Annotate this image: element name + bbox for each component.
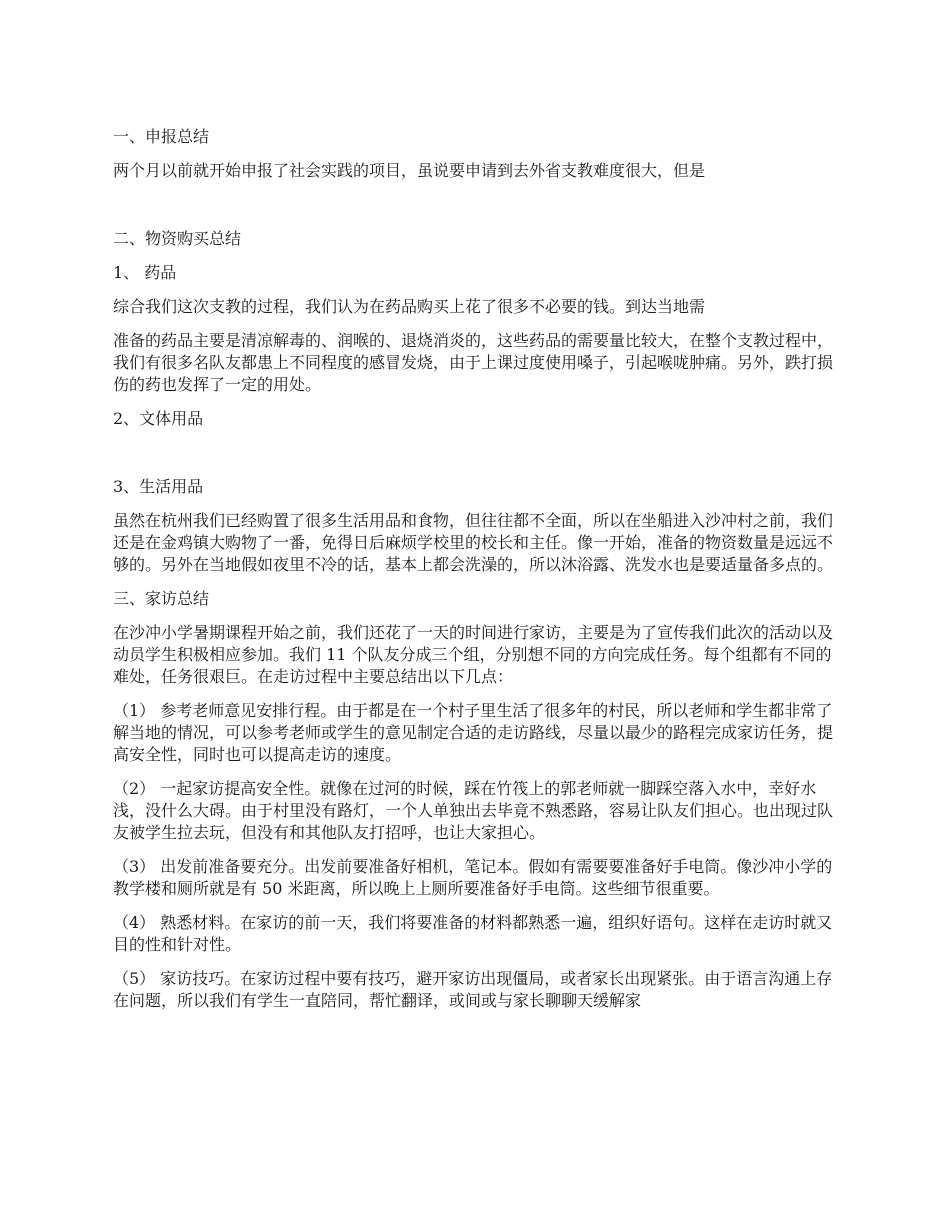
document-page xyxy=(113,126,840,1012)
paragraph-point-2: （2） 一起家访提高安全性。就像在过河的时候，踩在竹筏上的郭老师就一脚踩空落入水中，幸好水浅，没什么大碍。由于村里没有路灯，一个人单独出去毕竟不熟悉路，容易让队友们担心。也出现过队友被学生拉去玩，但没有和其他队友打招呼，也让大家担心。 xyxy=(113,779,834,842)
paragraph-point-5: （5） 家访技巧。在家访过程中要有技巧，避开家访出现僵局，或者家长出现紧张。由于语言沟通上存在问题，所以我们有学生一直陪同，帮忙翻译，或间或与家长聊聊天缓解家 xyxy=(113,969,833,1010)
heading-declaration-summary: 一、申报总结 xyxy=(113,127,210,146)
subheading-stationery: 2、文体用品 xyxy=(113,409,204,428)
subheading-medicine: 1、 药品 xyxy=(113,263,177,282)
paragraph-home-visit-intro: 在沙冲小学暑期课程开始之前，我们还花了一天的时间进行家访，主要是为了宣传我们此次的活动以及动员学生积极相应参加。我们 11 个队友分成三个组，分别想不同的方向完成任务。每个组都有不同的难处，任务很艰巨。在走访过程中主要总结出以下几点： xyxy=(113,623,834,686)
subheading-daily-goods: 3、生活用品 xyxy=(113,477,204,496)
paragraph-medicine-intro: 综合我们这次支教的过程，我们认为在药品购买上花了很多不必要的钱。到达当地需 xyxy=(113,297,706,316)
paragraph-medicine-detail: 准备的药品主要是清凉解毒的、润喉的、退烧消炎的，这些药品的需要量比较大，在整个支教过程中，我们有很多名队友都患上不同程度的感冒发烧，由于上课过度使用嗓子，引起喉咙肿痛。另外，跌打损伤的药也发挥了一定的用处。 xyxy=(113,331,834,394)
paragraph-point-4: （4） 熟悉材料。在家访的前一天，我们将要准备的材料都熟悉一遍，组织好语句。这样在走访时就又目的性和针对性。 xyxy=(113,913,833,954)
heading-home-visit-summary: 三、家访总结 xyxy=(113,589,210,608)
paragraph-point-3: （3） 出发前准备要充分。出发前要准备好相机，笔记本。假如有需要要准备好手电筒。像沙冲小学的教学楼和厕所就是有 50 米距离，所以晚上上厕所要准备好手电筒。这些细节很重要。 xyxy=(113,857,833,898)
paragraph-declaration: 两个月以前就开始申报了社会实践的项目，虽说要申请到去外省支教难度很大，但是 xyxy=(113,161,706,180)
paragraph-daily-goods: 虽然在杭州我们已经购置了很多生活用品和食物，但往往都不全面，所以在坐船进入沙冲村之前，我们还是在金鸡镇大购物了一番，免得日后麻烦学校里的校长和主任。像一开始，准备的物资数量是远远不够的。另外在当地假如夜里不冷的话，基本上都会洗澡的，所以沐浴露、洗发水也是要适量备多点的。 xyxy=(113,511,834,574)
paragraph-point-1: （1） 参考老师意见安排行程。由于都是在一个村子里生活了很多年的村民，所以老师和学生都非常了解当地的情况，可以参考老师或学生的意见制定合适的走访路线，尽量以最少的路程完成家访任务，提高安全性，同时也可以提高走访的速度。 xyxy=(113,701,834,764)
heading-supplies-summary: 二、物资购买总结 xyxy=(113,229,242,248)
